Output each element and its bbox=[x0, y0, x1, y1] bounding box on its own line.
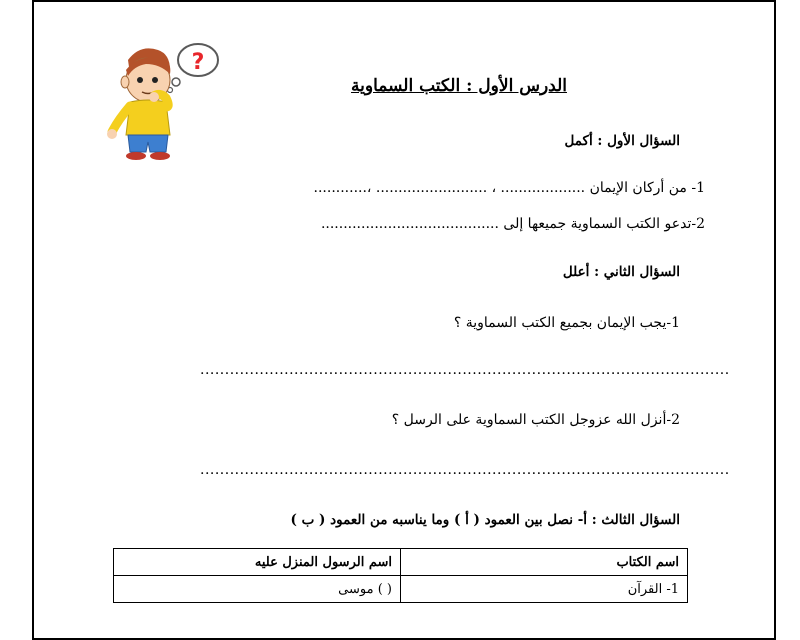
table-header-row bbox=[114, 549, 688, 576]
question-1-item-1: 1- من أركان الإيمان ................... ، ......................... ،............ bbox=[313, 180, 705, 196]
question-2-heading: السؤال الثاني : أعلل bbox=[562, 264, 680, 280]
column-header-book: اسم الكتاب bbox=[401, 549, 688, 576]
matching-table bbox=[113, 548, 688, 603]
column-header-messenger: اسم الرسول المنزل عليه bbox=[114, 549, 401, 576]
table-cell-book: 1- القرآن bbox=[401, 576, 688, 603]
question-2-item-2: 2-أنزل الله عزوجل الكتب السماوية على الرسل ؟ bbox=[391, 412, 680, 428]
answer-line-2: ........................................................................................................... bbox=[200, 462, 730, 478]
question-mark-icon: ? bbox=[191, 50, 205, 75]
thinking-boy-illustration bbox=[100, 40, 225, 162]
table-cell-messenger: ( ) موسى bbox=[114, 576, 401, 603]
question-1-item-2: 2-تدعو الكتب السماوية جميعها إلى ........................................ bbox=[320, 216, 705, 232]
lesson-title: الدرس الأول : الكتب السماوية bbox=[351, 76, 567, 96]
answer-line-1: ........................................................................................................... bbox=[200, 362, 730, 378]
question-1-heading: السؤال الأول : أكمل bbox=[564, 133, 680, 149]
table-row bbox=[114, 576, 688, 603]
question-3-heading: السؤال الثالث : أ- نصل بين العمود ( أ ) وما يناسبه من العمود ( ب ) bbox=[290, 512, 680, 528]
question-2-item-1: 1-يجب الإيمان بجميع الكتب السماوية ؟ bbox=[453, 315, 680, 331]
